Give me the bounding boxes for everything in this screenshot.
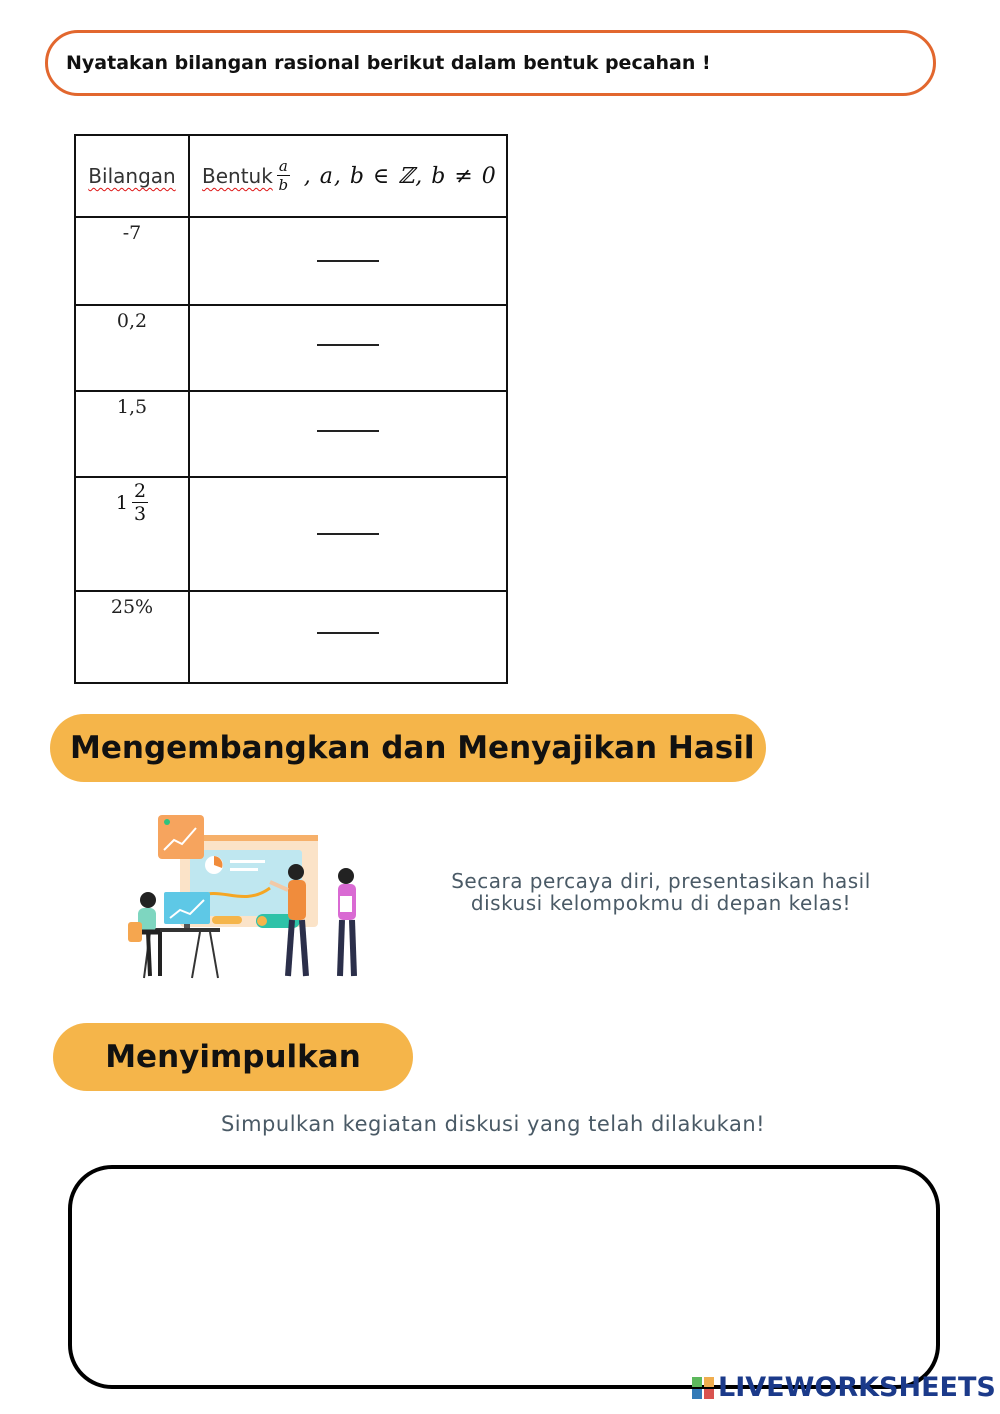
- row-value: -7: [122, 222, 142, 244]
- answer-line[interactable]: [317, 344, 379, 346]
- answer-cell[interactable]: [189, 217, 507, 305]
- row-value-mixed: 1 $\frac{2}{3}$: [115, 480, 147, 525]
- header-bilangan: Bilangan: [75, 135, 189, 217]
- conclusion-instruction: Simpulkan kegiatan diskusi yang telah dilakukan!: [220, 1112, 766, 1136]
- table-row: [75, 591, 507, 683]
- table-header-row: [75, 135, 507, 217]
- header-bentuk: [189, 135, 507, 217]
- header-fraction: $\frac{a}{b}$: [278, 157, 289, 194]
- answer-cell[interactable]: [189, 391, 507, 477]
- table-row: [75, 391, 507, 477]
- brand-icon: [692, 1377, 714, 1399]
- table-row: [75, 305, 507, 391]
- presentation-instruction: Secara percaya diri, presentasikan hasil diskusi kelompokmu di depan kelas!: [451, 869, 871, 915]
- conclusion-answer-box[interactable]: [68, 1165, 940, 1389]
- section-develop-heading: Mengembangkan dan Menyajikan Hasil: [50, 714, 766, 782]
- answer-line[interactable]: [317, 260, 379, 262]
- table-row: [75, 477, 507, 591]
- answer-cell[interactable]: [189, 591, 507, 683]
- header-condition: , a, b ∈ ℤ, b ≠ 0: [303, 163, 497, 189]
- row-value: 1,5: [116, 396, 148, 418]
- brand-text: LIVEWORKSHEETS: [718, 1372, 996, 1403]
- answer-cell[interactable]: [189, 477, 507, 591]
- table-row: [75, 217, 507, 305]
- answer-cell[interactable]: [189, 305, 507, 391]
- answer-line[interactable]: [317, 430, 379, 432]
- answer-line[interactable]: [317, 533, 379, 535]
- row-value: 0,2: [116, 310, 148, 332]
- instruction-box: [45, 30, 936, 96]
- presentation-illustration: [120, 810, 380, 985]
- header-bentuk-label: Bentuk: [202, 164, 273, 188]
- rational-table: [74, 134, 508, 684]
- liveworksheets-logo: [692, 1372, 996, 1403]
- section-conclude-heading: Menyimpulkan: [53, 1023, 413, 1091]
- instruction-text: Nyatakan bilangan rasional berikut dalam bentuk pecahan !: [66, 52, 711, 74]
- row-value: 25%: [110, 596, 154, 618]
- answer-line[interactable]: [317, 632, 379, 634]
